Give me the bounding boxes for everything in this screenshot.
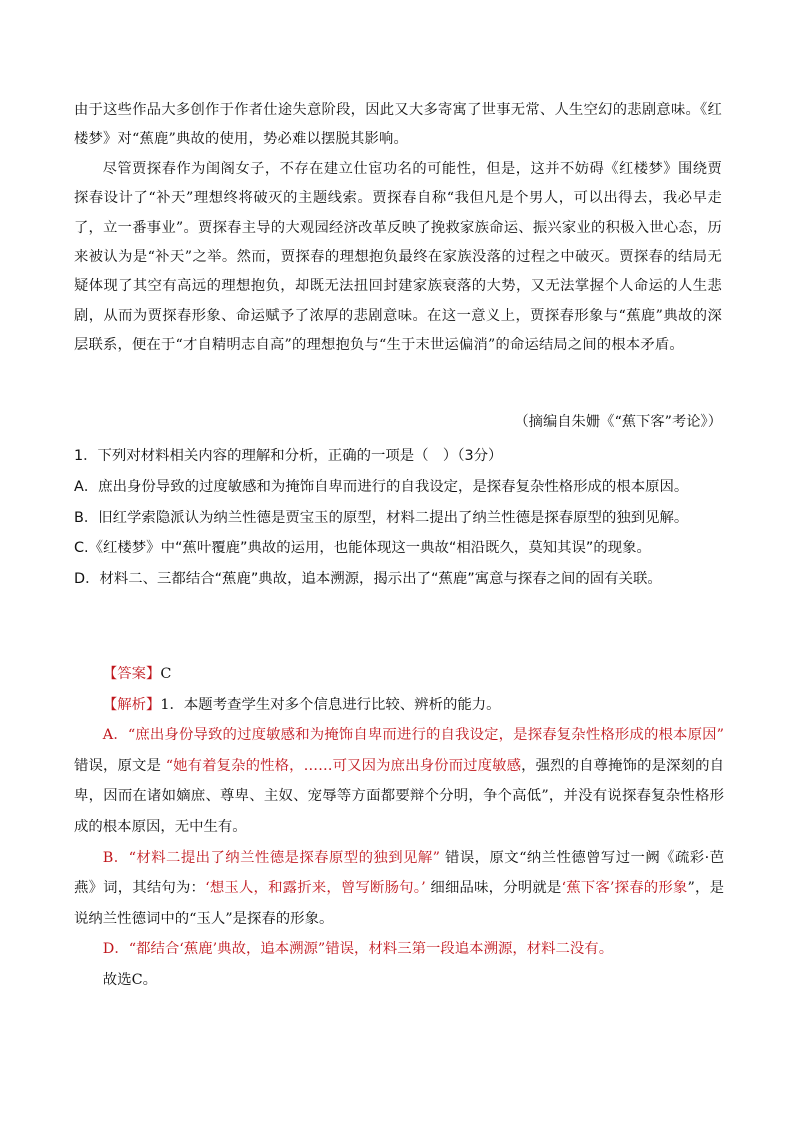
option-c: C.《红楼梦》中“蕉叶覆鹿”典故的运用，也能体现这一典故“相沿既久，莫知其误”的现象。 xyxy=(74,540,651,557)
analysis-tag: 【解析】 xyxy=(102,696,161,713)
option-a-verdict: 错误，原文是 xyxy=(74,757,162,774)
reading-passage xyxy=(74,96,722,361)
option-b: B．旧红学索隐派认为纳兰性德是贾宝玉的原型，材料二提出了纳兰性德是探春原型的独到见解。 xyxy=(74,509,689,526)
option-b-original-2: ‘蕉下客’探春的形象 xyxy=(561,880,688,897)
option-a-reason: ，强烈的自尊掩饰的是深刻的自卑，因而在诸如嫡庶、尊卑、主奴、宠辱等方面都要辩个分明，争个高低”，并没有说探春复杂性格形成的根本原因，无中生有。 xyxy=(74,757,724,835)
option-b-verdict: 错误，原文“纳兰性德曾写过一阙《疏彩·芭燕》词，其结句为： xyxy=(74,849,725,897)
passage-paragraph-2: 尽管贾探春作为闺阁女子，不存在建立仕宦功名的可能性，但是，这并不妨碍《红楼梦》围绕贾探春设计了“补天”理想终将破灭的主题线索。贾探春自称“我但凡是个男人，可以出得去，我必早走了，立一番事业”。贾探春主导的大观园经济改革反映了挽救家族命运、振兴家业的积极入世心态，历来被认为是“补天”之举。然而，贾探春的理想抱负最终在家族没落的过程之中破灭。贾探春的结局无疑体现了其空有高远的理想抱负，却既无法扭回封建家族衰落的大势，又无法掌握个人命运的人生悲剧，从而为贾探春形象、命运赋予了浓厚的悲剧意味。在这一意义上，贾探春形象与“蕉鹿”典故的深层联系，便在于“才自精明志自高”的理想抱负与“生于末世运偏消”的命运结局之间的根本矛盾。 xyxy=(74,160,722,354)
analysis-conclusion: 故选C。 xyxy=(102,971,157,988)
option-b-original: ‘想玉人，和露折来，曾写断肠句。’ xyxy=(205,880,426,897)
analysis-intro: 1．本题考查学生对多个信息进行比较、辨析的能力。 xyxy=(160,696,501,713)
analysis-option-b xyxy=(74,843,724,935)
option-a-quote: A．“庶出身份导致的过度敏感和为掩饰自卑而进行的自我设定，是探春复杂性格形成的根本原因” xyxy=(102,727,724,744)
question-stem: 1．下列对材料相关内容的理解和分析，正确的一项是（ ）（3分） xyxy=(74,448,503,464)
option-a-original: “她有着复杂的性格，……可又因为庶出身份而过度敏感 xyxy=(165,757,522,774)
analysis-line xyxy=(74,690,724,721)
analysis-option-d: D．“都结合‘蕉鹿’典故，追本溯源”错误，材料三第一段追本溯源，材料二没有。 xyxy=(102,941,614,958)
option-a: A．庶出身份导致的过度敏感和为掩饰自卑而进行的自我设定，是探春复杂性格形成的根本原因。 xyxy=(74,478,689,495)
passage-paragraph-1: 由于这些作品大多创作于作者仕途失意阶段，因此又大多寄寓了世事无常、人生空幻的悲剧意味。《红楼梦》对“蕉鹿”典故的使用，势必难以摆脱其影响。 xyxy=(74,102,722,148)
analysis-option-a xyxy=(74,720,724,842)
passage-source: （摘编自朱姗《“蕉下客”考论》） xyxy=(514,414,722,430)
answer-tag: 【答案】 xyxy=(102,666,161,682)
answer-line xyxy=(74,659,724,690)
option-b-reason: ”，是说纳兰性德词中的“玉人”是探春的形象。 xyxy=(74,880,724,927)
option-d: D．材料二、三都结合“蕉鹿”典故，追本溯源，揭示出了“蕉鹿”寓意与探春之间的固有关联。 xyxy=(74,571,662,588)
option-b-comment: 细细品味，分明就是 xyxy=(430,880,562,897)
answer-value: C xyxy=(160,666,172,682)
option-b-quote: B．“材料二提出了纳兰性德是探春原型的独到见解” xyxy=(102,849,441,866)
question-block xyxy=(74,441,724,595)
answer-explanation xyxy=(74,659,724,996)
